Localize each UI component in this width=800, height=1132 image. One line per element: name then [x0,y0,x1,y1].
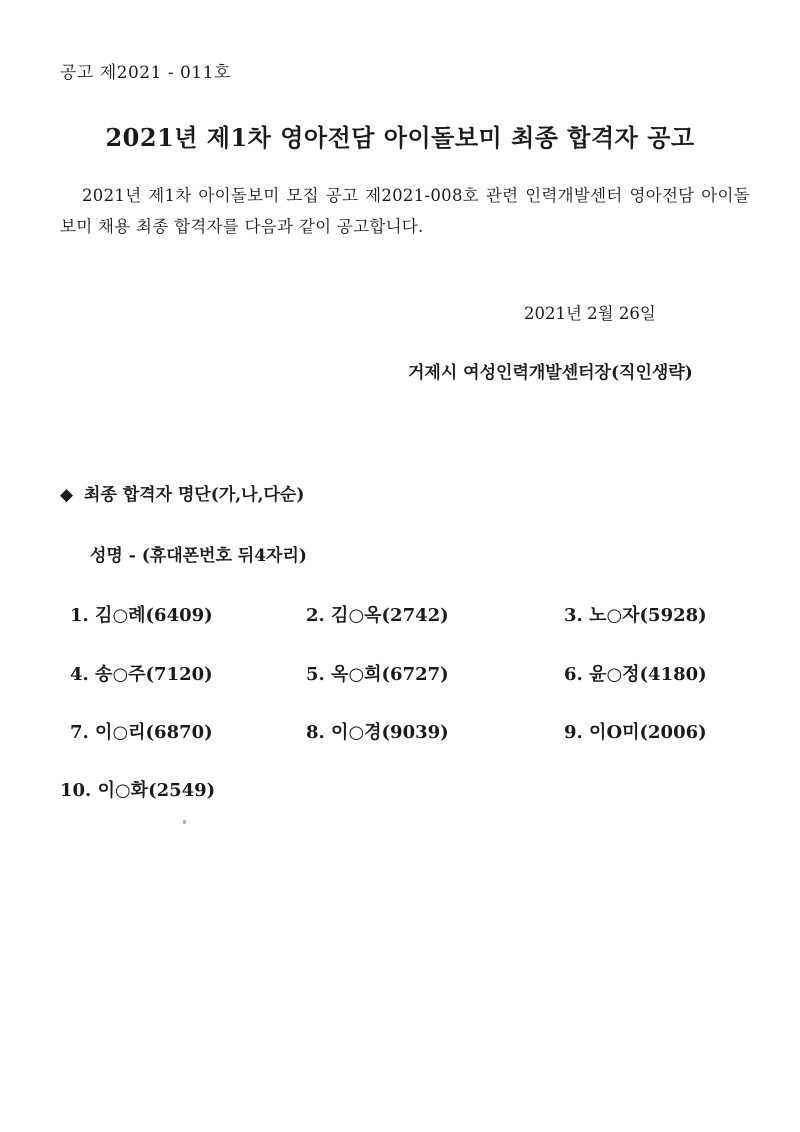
notice-number: 공고 제2021 - 011호 [60,63,231,83]
notice-date: 2021년 2월 26일 [524,304,656,323]
page-title: 2021년 제1차 영아전담 아이돌보미 최종 합격자 공고 [105,123,695,152]
list-item: 5. 옥○희(6727) [306,664,449,685]
list-subheading: 성명 - (휴대폰번호 뒤4자리) [90,546,307,566]
diamond-bullet-icon: ◆ [60,485,74,505]
list-item: 1. 김○례(6409) [70,605,213,626]
list-item: 7. 이○리(6870) [70,722,213,743]
list-item: 6. 윤○정(4180) [564,664,707,685]
list-item: 4. 송○주(7120) [70,664,213,685]
list-item: 3. 노○자(5928) [564,605,707,626]
list-item: 8. 이○경(9039) [306,722,449,743]
list-item: 2. 김○옥(2742) [306,605,449,626]
intro-paragraph: 2021년 제1차 아이돌보미 모집 공고 제2021-008호 관련 인력개발센터 영아전담 아이돌보미 채용 최종 합격자를 다음과 같이 공고합니다. [60,186,750,236]
issuer-signature: 거제시 여성인력개발센터장(직인생략) [408,363,693,383]
section-heading-text: 최종 합격자 명단(가,나,다순) [84,485,305,505]
scan-speck [183,820,186,824]
list-item: 9. 이O미(2006) [564,722,707,743]
list-item: 10. 이○화(2549) [60,780,216,801]
